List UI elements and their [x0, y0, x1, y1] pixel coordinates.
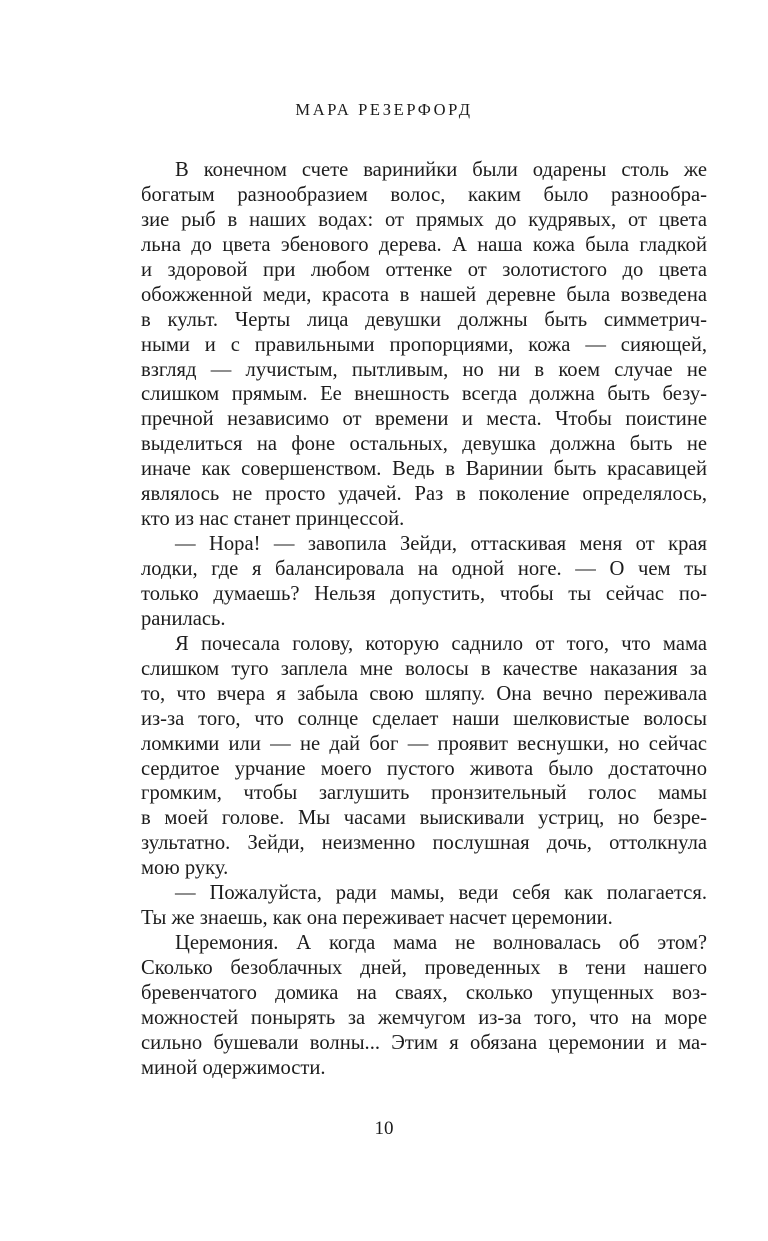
text-line: являлось не просто удачей. Раз в поколение определялось,: [141, 483, 707, 506]
text-line: ранилась.: [141, 607, 226, 630]
text-line: богатым разнообразием волос, каким было разнообра-: [141, 183, 707, 206]
text-line: кто из нас станет принцессой.: [141, 508, 405, 531]
text-line: Церемония. А когда мама не волновалась об этом?: [175, 932, 707, 955]
text-line: миной одержимости.: [141, 1056, 326, 1079]
text-line: в культ. Черты лица девушки должны быть симметрич-: [141, 308, 707, 331]
text-line: слишком прямым. Ее внешность всегда должна быть безу-: [141, 383, 707, 406]
text-line: мою руку.: [141, 857, 229, 880]
text-line: громким, чтобы заглушить пронзительный голос мамы: [141, 782, 707, 805]
text-line: зультатно. Зейди, неизменно послушная дочь, оттолкнула: [141, 832, 707, 855]
text-line: сильно бушевали волны... Этим я обязана церемонии и ма-: [141, 1031, 707, 1054]
text-line: взгляд — лучистым, пытливым, но ни в коем случае не: [141, 358, 707, 381]
text-line: выделиться на фоне остальных, девушка должна быть не: [141, 433, 707, 456]
text-line: Я почесала голову, которую саднило от того, что мама: [175, 632, 707, 655]
text-line: Ты же знаешь, как она переживает насчет церемонии.: [141, 907, 613, 930]
text-line: ломкими или — не дай бог — проявит веснушки, но сейчас: [141, 732, 707, 755]
text-line: — Пожалуйста, ради мамы, веди себя как полагается.: [175, 882, 707, 905]
text-line: только думаешь? Нельзя допустить, чтобы ты сейчас по-: [141, 582, 707, 605]
text-line: иначе как совершенством. Ведь в Варинии быть красавицей: [141, 458, 707, 481]
text-line: ными и с правильными пропорциями, кожа — сияющей,: [141, 333, 707, 356]
text-line: бревенчатого домика на сваях, сколько упущенных воз-: [141, 981, 707, 1004]
text-line: льна до цвета эбенового дерева. А наша кожа была гладкой: [141, 233, 707, 256]
text-line: сердитое урчание моего пустого живота было достаточно: [141, 757, 707, 780]
text-line: и здоровой при любом оттенке от золотистого до цвета: [141, 258, 707, 281]
running-head: МАРА РЕЗЕРФОРД: [295, 100, 473, 119]
text-line: в моей голове. Мы часами выискивали устриц, но безре-: [141, 807, 707, 830]
text-line: — Нора! — завопила Зейди, оттаскивая меня от края: [175, 533, 707, 556]
text-line: пречной независимо от времени и места. Чтобы поистине: [141, 408, 707, 431]
text-line: зие рыб в наших водах: от прямых до кудрявых, от цвета: [141, 208, 707, 231]
text-line: из-за того, что солнце сделает наши шелковистые волосы: [141, 707, 707, 730]
text-line: то, что вчера я забыла свою шляпу. Она вечно переживала: [141, 682, 707, 705]
text-line: обожженной меди, красота в нашей деревне была возведена: [141, 283, 707, 306]
text-line: слишком туго заплела мне волосы в качестве наказания за: [141, 657, 707, 680]
text-line: можностей понырять за жемчугом из-за того, что на море: [141, 1006, 707, 1029]
body-text: [141, 158, 707, 1081]
text-line: В конечном счете варинийки были одарены столь же: [175, 159, 707, 181]
text-line: лодки, где я балансировала на одной ноге. — О чем ты: [141, 558, 707, 580]
page-number: 10: [374, 1118, 394, 1139]
text-line: Сколько безоблачных дней, проведенных в тени нашего: [141, 957, 707, 979]
